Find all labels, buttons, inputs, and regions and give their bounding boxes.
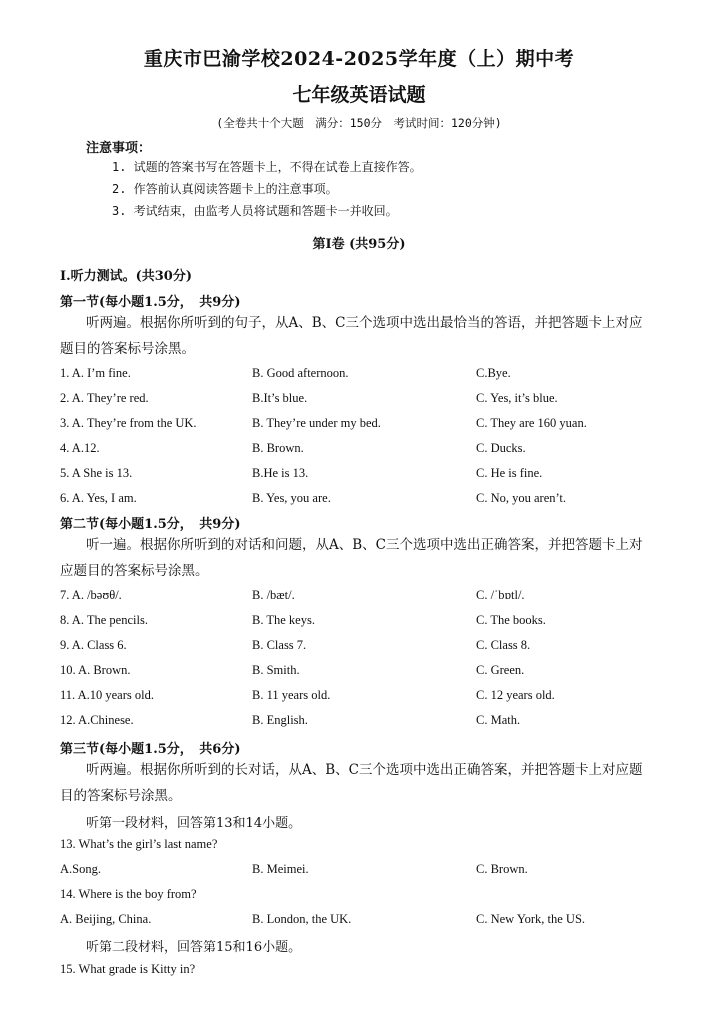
notice-heading: 注意事项：: [86, 141, 152, 156]
option-b: B. Class 7.: [252, 638, 307, 652]
option-a: 7. A. /bəʊθ/.: [60, 588, 122, 602]
notice-item: 2. 作答前认真阅读答题卡上的注意事项。: [112, 182, 338, 196]
option-a: 9. A. Class 6.: [60, 638, 127, 652]
section-instruction: [60, 532, 665, 584]
instruction-line: 题目的答案标号涂黑。: [60, 341, 195, 357]
instruction-line: 听一遍。根据你所听到的对话和问题，从A、B、C三个选项中选出正确答案，并把答题卡上对: [86, 537, 643, 553]
exam-title: 重庆市巴渝学校2024-2025学年度（上）期中考: [143, 48, 575, 70]
option-b: B.He is 13.: [252, 466, 309, 480]
option-a: 4. A.12.: [60, 441, 100, 455]
option-b: B. Good afternoon.: [252, 366, 349, 380]
question-row: [60, 588, 700, 608]
option-a: 10. A. Brown.: [60, 663, 131, 677]
option-c: C. Brown.: [476, 862, 528, 876]
option-c: C. No, you aren’t.: [476, 491, 567, 505]
option-b: B. 11 years old.: [252, 688, 331, 702]
notice-item: 3. 考试结束，由监考人员将试题和答题卡一并收回。: [112, 204, 398, 218]
exam-meta: (全卷共十个大题 满分：150分 考试时间：120分钟): [216, 116, 502, 130]
option-a: 12. A.Chinese.: [60, 713, 134, 727]
instruction-line: 应题目的答案标号涂黑。: [60, 563, 209, 579]
instruction-line: 听两遍。根据你所听到的长对话，从A、B、C三个选项中选出正确答案，并把答题卡上对应题: [86, 762, 643, 778]
instruction-line: 目的答案标号涂黑。: [60, 788, 182, 804]
section-instruction: [60, 757, 665, 809]
option-c: C.Bye.: [476, 366, 511, 380]
question-row: [60, 391, 700, 411]
section-heading: 第二节(每小题1.5分， 共9分): [60, 517, 241, 532]
question-row: [60, 416, 700, 436]
question-row: [60, 862, 700, 882]
option-c: C. Yes, it’s blue.: [476, 391, 558, 405]
question-row: [60, 491, 700, 511]
instruction-line: 听两遍。根据你所听到的句子，从A、B、C三个选项中选出最恰当的答语，并把答题卡上对应: [86, 315, 643, 331]
option-b: B. Yes, you are.: [252, 491, 331, 505]
option-b: B. Brown.: [252, 441, 304, 455]
question-row: [60, 638, 700, 658]
option-b: B. English.: [252, 713, 308, 727]
option-c: C. Class 8.: [476, 638, 531, 652]
question-row: [60, 613, 700, 633]
volume-heading: 第Ⅰ卷 (共95分): [312, 237, 406, 252]
question-text: 14. Where is the boy from?: [60, 887, 197, 901]
question-text: 13. What’s the girl’s last name?: [60, 837, 218, 851]
option-c: C. Green.: [476, 663, 525, 677]
notice-item: 1. 试题的答案书写在答题卡上，不得在试卷上直接作答。: [112, 160, 422, 174]
option-a: 8. A. The pencils.: [60, 613, 148, 627]
option-b: B. Smith.: [252, 663, 300, 677]
question-row: [60, 466, 700, 486]
question-row: [60, 663, 700, 683]
question-row: [60, 713, 700, 733]
option-a: 5. A She is 13.: [60, 466, 133, 480]
option-c: C. 12 years old.: [476, 688, 555, 702]
option-b: B.It’s blue.: [252, 391, 308, 405]
option-a: 1. A. I’m fine.: [60, 366, 131, 380]
option-c: C. They are 160 yuan.: [476, 416, 587, 430]
option-c: C. /ˈbɒtl/.: [476, 588, 525, 602]
section-heading: 第三节(每小题1.5分， 共6分): [60, 742, 241, 757]
question-text: 15. What grade is Kitty in?: [60, 962, 196, 976]
question-row: [60, 366, 700, 386]
option-b: B. The keys.: [252, 613, 315, 627]
material-note: 听第一段材料，回答第13和14小题。: [86, 816, 302, 831]
material-note: 听第二段材料，回答第15和16小题。: [86, 940, 302, 955]
part-heading: Ⅰ.听力测试。(共30分): [60, 269, 192, 284]
option-c: C. Ducks.: [476, 441, 526, 455]
option-a: A. Beijing, China.: [60, 912, 152, 926]
option-b: B. Meimei.: [252, 862, 309, 876]
option-c: C. He is fine.: [476, 466, 543, 480]
option-c: C. New York, the US.: [476, 912, 586, 926]
option-b: B. /bæt/.: [252, 588, 295, 602]
option-a: 11. A.10 years old.: [60, 688, 154, 702]
section-heading: 第一节(每小题1.5分， 共9分): [60, 295, 241, 310]
question-row: [60, 441, 700, 461]
option-a: 2. A. They’re red.: [60, 391, 149, 405]
option-b: B. They’re under my bed.: [252, 416, 381, 430]
option-a: A.Song.: [60, 862, 101, 876]
option-c: C. The books.: [476, 613, 546, 627]
option-c: C. Math.: [476, 713, 521, 727]
option-b: B. London, the UK.: [252, 912, 352, 926]
option-a: 3. A. They’re from the UK.: [60, 416, 197, 430]
exam-subtitle: 七年级英语试题: [292, 84, 426, 106]
option-a: 6. A. Yes, I am.: [60, 491, 137, 505]
question-row: [60, 912, 700, 932]
section-instruction: [60, 310, 665, 362]
question-row: [60, 688, 700, 708]
